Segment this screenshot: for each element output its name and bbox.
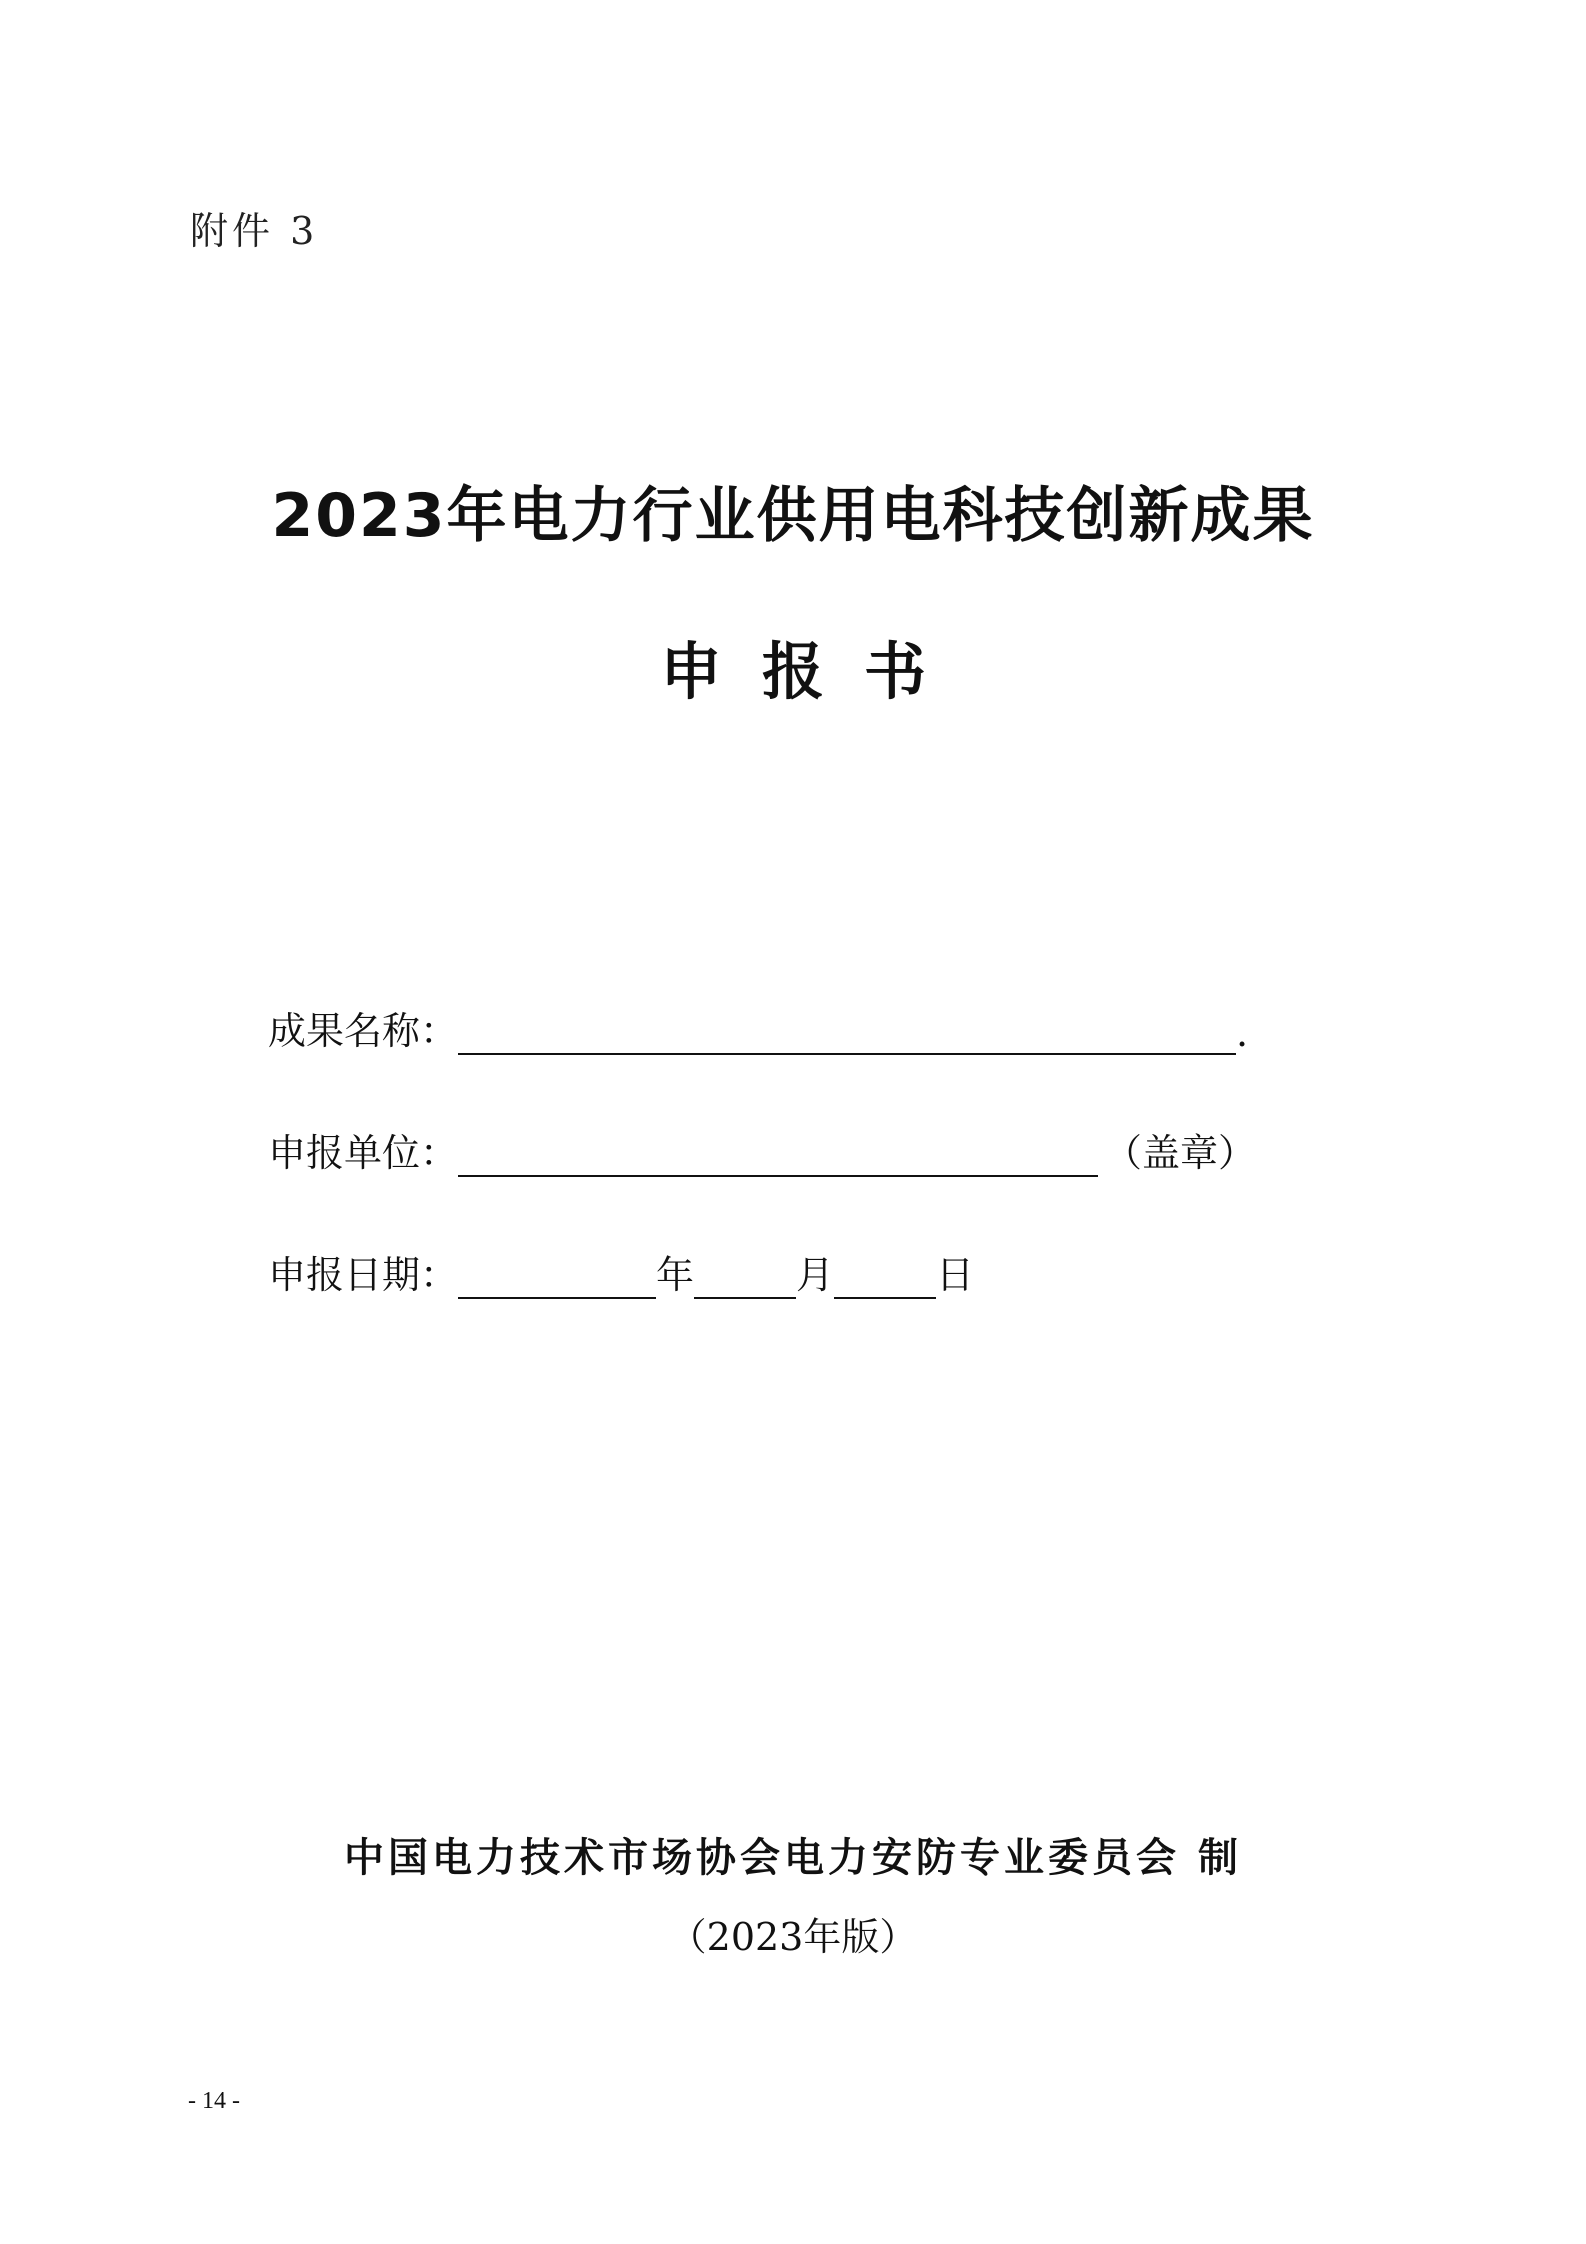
- applicant-unit-field[interactable]: [458, 1135, 1098, 1177]
- achievement-name-field[interactable]: [458, 1013, 1236, 1055]
- attachment-label: 附件 3: [190, 209, 319, 253]
- application-date-label: 申报日期：: [268, 1253, 459, 1297]
- issuing-organization: 中国电力技术市场协会电力安防专业委员会 制: [344, 1835, 1242, 1881]
- date-month-label: 月: [796, 1253, 835, 1297]
- date-month-field[interactable]: [694, 1257, 796, 1299]
- achievement-name-period: .: [1236, 1011, 1249, 1055]
- date-year-field[interactable]: [458, 1257, 656, 1299]
- document-title: 2023年电力行业供用电科技创新成果: [271, 481, 1315, 551]
- seal-note: （盖章）: [1104, 1131, 1257, 1175]
- edition-note: （2023年版）: [668, 1915, 918, 1959]
- date-day-field[interactable]: [834, 1257, 936, 1299]
- date-year-label: 年: [656, 1253, 695, 1297]
- document-subtitle: 申报书: [659, 635, 966, 708]
- date-day-label: 日: [936, 1253, 975, 1297]
- achievement-name-label: 成果名称：: [268, 1009, 459, 1053]
- application-date-row: [268, 1244, 974, 1299]
- achievement-name-row: [268, 1000, 1248, 1055]
- applicant-unit-row: [268, 1122, 1256, 1177]
- applicant-unit-label: 申报单位：: [268, 1131, 459, 1175]
- page-number: - 14 -: [188, 2088, 240, 2114]
